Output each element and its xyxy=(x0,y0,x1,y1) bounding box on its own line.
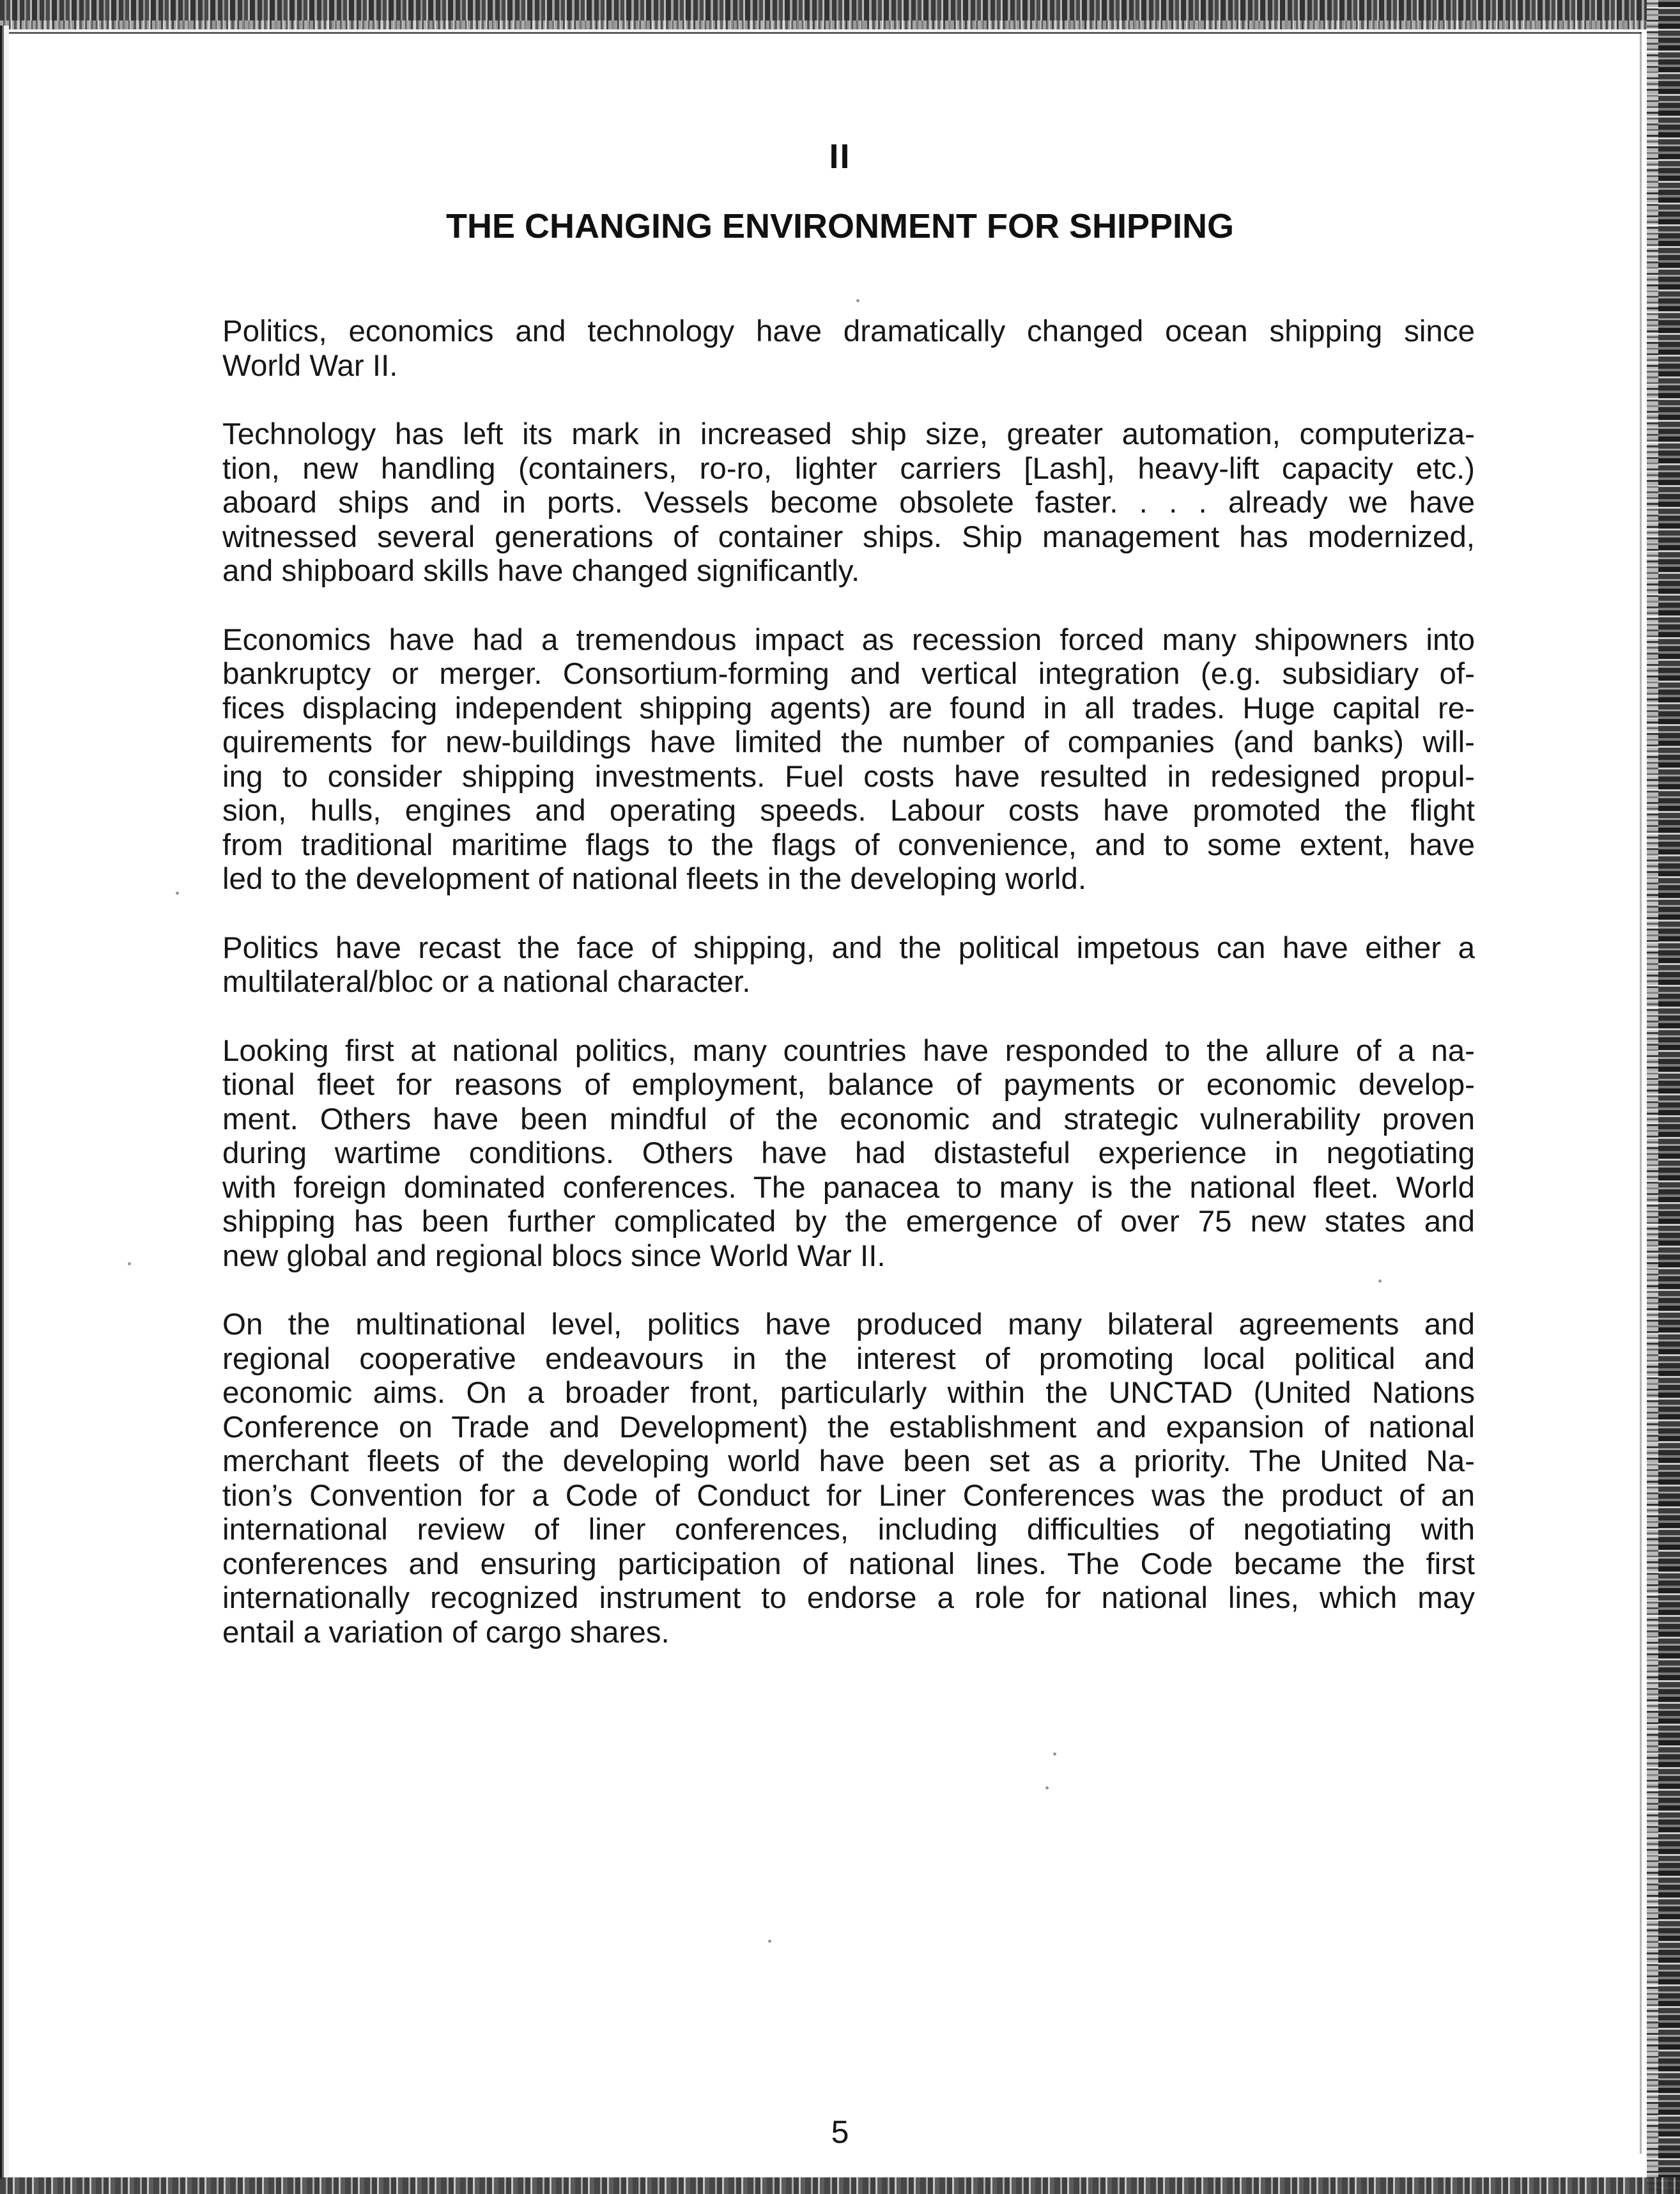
text-line: with foreign dominated conferences. The panacea to many is the national fleet. World xyxy=(222,1170,1475,1205)
scan-speck xyxy=(176,892,179,895)
text-line: tion’s Convention for a Code of Conduct for Liner Conferences was the product of an xyxy=(222,1478,1475,1513)
page-edge-line xyxy=(9,32,1642,34)
paragraph xyxy=(222,623,1475,897)
text-line: new global and regional blocs since World War II. xyxy=(222,1239,886,1273)
text-line: regional cooperative endeavours in the interest of promoting local political and xyxy=(222,1341,1475,1376)
scan-speck xyxy=(1053,1752,1056,1756)
scan-border-right xyxy=(1647,0,1680,2194)
text-line: during wartime conditions. Others have had distasteful experience in negotiating xyxy=(222,1136,1475,1170)
body-text xyxy=(222,314,1475,1684)
text-line: conferences and ensuring participation of national lines. The Code became the first xyxy=(222,1547,1475,1581)
text-line: sion, hulls, engines and operating speeds. Labour costs have promoted the flight xyxy=(222,794,1475,828)
text-line: aboard ships and in ports. Vessels become obsolete faster. . . . already we have xyxy=(222,486,1475,520)
paragraph xyxy=(222,417,1475,589)
text-line: Politics have recast the face of shipping, and the political impetous can have either a xyxy=(222,931,1475,965)
text-line: internationally recognized instrument to endorse a role for national lines, which may xyxy=(222,1581,1475,1615)
text-line: Looking first at national politics, many countries have responded to the allure of a na- xyxy=(222,1033,1475,1068)
text-line: Technology has left its mark in increased ship size, greater automation, computeriza- xyxy=(222,417,1475,451)
text-line: fices displacing independent shipping agents) are found in all trades. Huge capital re- xyxy=(222,691,1475,725)
scan-speck xyxy=(1045,1786,1049,1789)
page-number: 5 xyxy=(831,2114,849,2150)
paragraph xyxy=(222,314,1475,383)
text-line: economic aims. On a broader front, particularly within the UNCTAD (United Nations xyxy=(222,1376,1475,1410)
text-line: from traditional maritime flags to the flags of convenience, and to some extent, have xyxy=(222,828,1475,862)
text-line: bankruptcy or merger. Consortium-forming and vertical integration (e.g. subsidiary of- xyxy=(222,657,1475,691)
scan-speck xyxy=(768,1940,771,1943)
text-line: witnessed several generations of container ships. Ship management has modernized, xyxy=(222,520,1475,554)
section-number: II xyxy=(829,137,851,176)
paragraph xyxy=(222,1308,1475,1649)
scan-border-top xyxy=(0,0,1680,29)
text-line: shipping has been further complicated by the emergence of over 75 new states and xyxy=(222,1205,1475,1239)
text-line: merchant fleets of the developing world have been set as a priority. The United Na- xyxy=(222,1444,1475,1478)
text-line: On the multinational level, politics have produced many bilateral agreements and xyxy=(222,1308,1475,1341)
text-line: Politics, economics and technology have dramatically changed ocean shipping since xyxy=(222,314,1475,348)
page-title: THE CHANGING ENVIRONMENT FOR SHIPPING xyxy=(445,207,1235,245)
text-line: ment. Others have been mindful of the economic and strategic vulnerability proven xyxy=(222,1102,1475,1136)
scan-speck xyxy=(128,1262,131,1265)
text-line: Conference on Trade and Development) the establishment and expansion of national xyxy=(222,1410,1475,1444)
scan-border-left xyxy=(0,26,9,2179)
scan-border-bottom xyxy=(0,2177,1680,2194)
text-line: international review of liner conferences, including difficulties of negotiating with xyxy=(222,1513,1475,1547)
paragraph xyxy=(222,931,1475,1000)
text-line: led to the development of national fleets in the developing world. xyxy=(222,862,1087,896)
text-line: World War II. xyxy=(222,348,398,383)
text-line: tional fleet for reasons of employment, balance of payments or economic develop- xyxy=(222,1068,1475,1102)
scan-speck xyxy=(856,299,859,302)
text-line: quirements for new-buildings have limited the number of companies (and banks) will- xyxy=(222,725,1475,759)
text-line: entail a variation of cargo shares. xyxy=(222,1615,670,1649)
text-line: and shipboard skills have changed significantly. xyxy=(222,554,860,588)
text-line: ing to consider shipping investments. Fuel costs have resulted in redesigned propul- xyxy=(222,759,1475,794)
text-line: tion, new handling (containers, ro-ro, lighter carriers [Lash], heavy-lift capacity etc.) xyxy=(222,451,1475,486)
text-line: multilateral/bloc or a national character. xyxy=(222,965,751,999)
page-edge-line-right xyxy=(1640,32,1642,2154)
paragraph xyxy=(222,1034,1475,1274)
text-line: Economics have had a tremendous impact as recession forced many shipowners into xyxy=(222,622,1475,657)
